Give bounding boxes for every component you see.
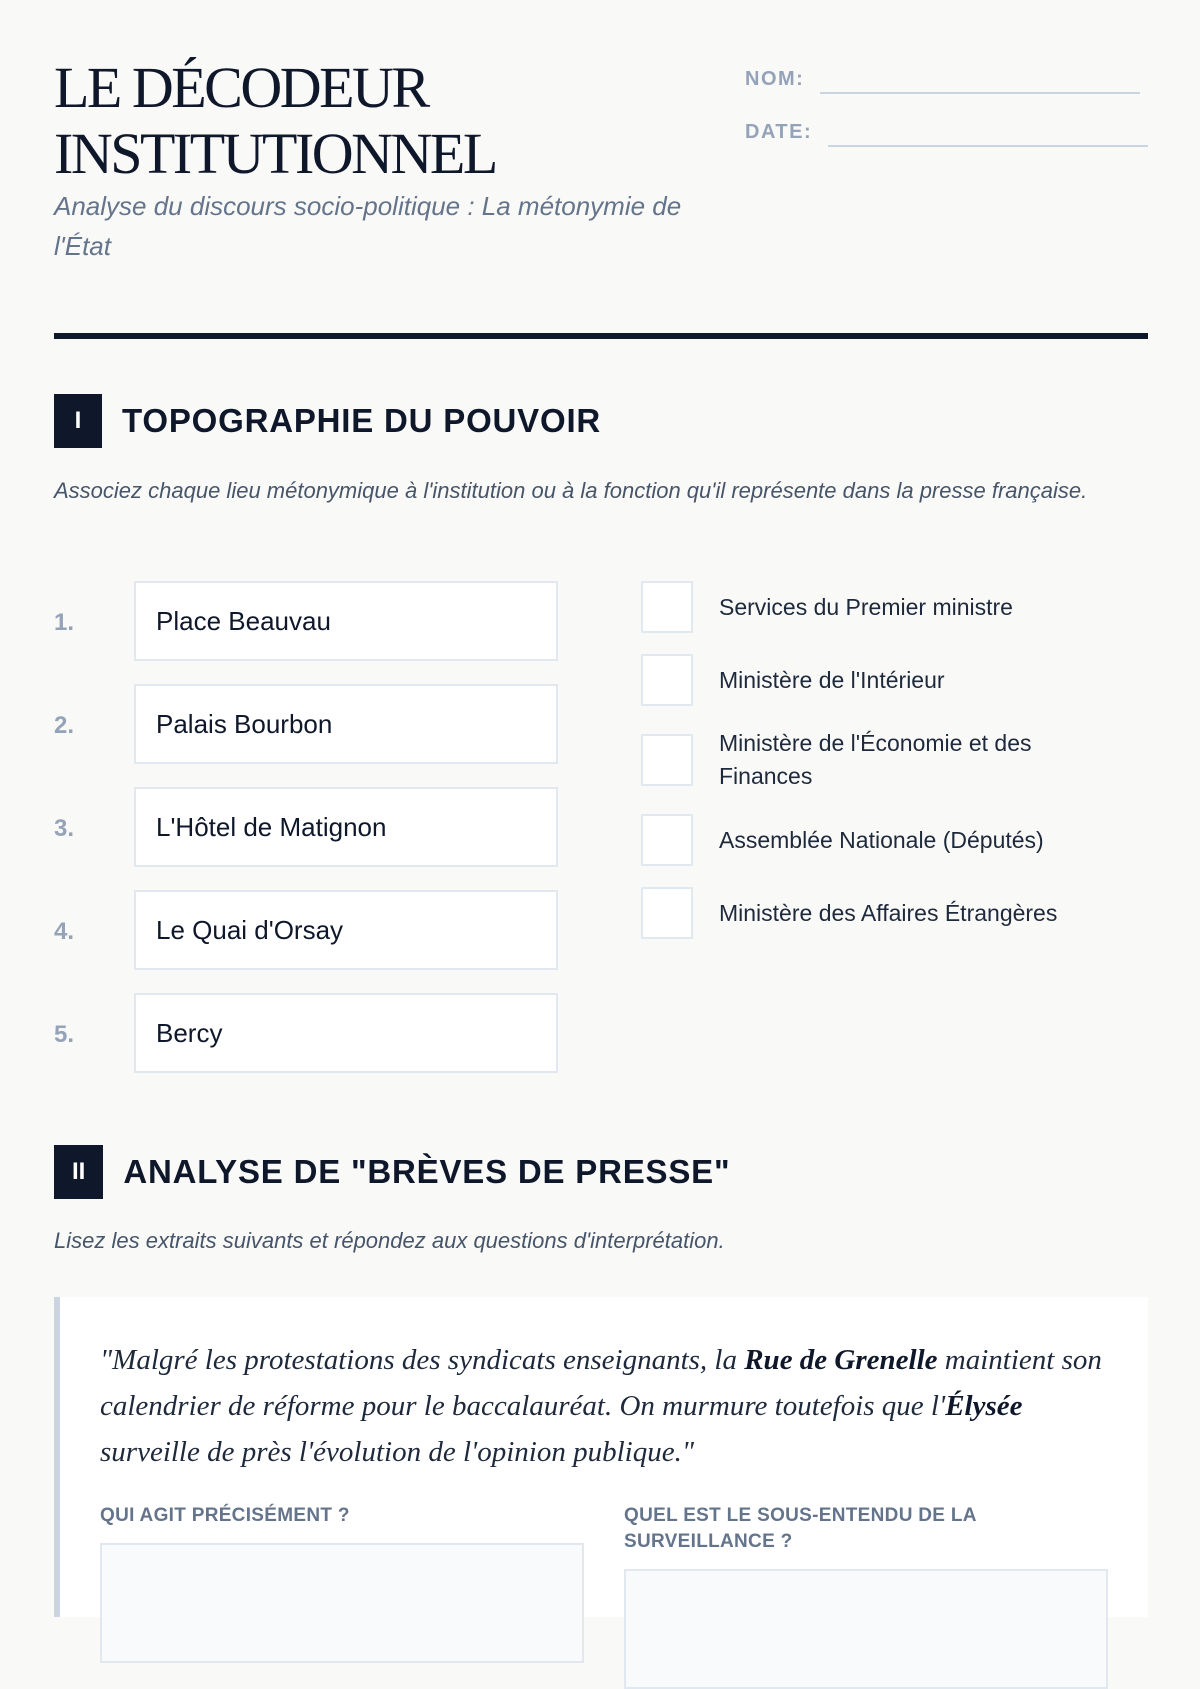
option-label: Assemblée Nationale (Députés) (719, 826, 1044, 853)
option-label: Ministère des Affaires Étrangères (719, 899, 1058, 926)
section-2-title: ANALYSE DE "BRÈVES DE PRESSE" (123, 1153, 731, 1190)
section-2-instructions: Lisez les extraits suivants et répondez aux questions d'interprétation. (54, 1228, 725, 1253)
place-name: Palais Bourbon (134, 684, 558, 764)
question-2-label: QUEL EST LE SOUS-ENTENDU DE LA SURVEILLANCE ? (624, 1505, 977, 1552)
section-1-numeral: I (54, 394, 102, 448)
place-name: Place Beauvau (134, 581, 558, 661)
quote-text: maintient son calendrier de réforme pour le baccalauréat. On murmure toutefois que l' (100, 1344, 1102, 1422)
option-label: Ministère de l'Économie et des Finances (719, 730, 1032, 789)
nom-label: NOM: (745, 68, 805, 90)
title-line-1: LE DÉCODEUR (54, 55, 428, 120)
option-answer-box[interactable] (641, 581, 693, 633)
place-number: 2. (54, 712, 75, 739)
quote-text: "Malgré les protestations des syndicats enseignants, la (100, 1344, 745, 1376)
quote-highlight: Élysée (945, 1390, 1023, 1422)
page-title (54, 55, 714, 187)
quote-highlight: Rue de Grenelle (744, 1344, 938, 1376)
place-name: Le Quai d'Orsay (134, 890, 558, 970)
page-subtitle: Analyse du discours socio-politique : La métonymie de l'État (54, 191, 682, 261)
question-1-answer-field[interactable] (100, 1543, 584, 1663)
quote-text: surveille de près l'évolution de l'opinion publique." (100, 1436, 695, 1468)
section-1-heading (54, 394, 601, 448)
option-row (641, 887, 1099, 939)
press-quote (100, 1337, 1110, 1475)
place-row (54, 581, 560, 665)
option-answer-box[interactable] (641, 814, 693, 866)
place-row (54, 684, 560, 768)
place-row (54, 993, 560, 1077)
place-row (54, 890, 560, 974)
place-number: 3. (54, 815, 75, 842)
date-input-line[interactable] (828, 111, 1148, 147)
press-excerpt-card (54, 1297, 1148, 1617)
place-number: 5. (54, 1021, 75, 1048)
section-2-heading (54, 1145, 730, 1199)
question-1-label: QUI AGIT PRÉCISÉMENT ? (100, 1505, 350, 1526)
option-label: Services du Premier ministre (719, 593, 1013, 620)
option-row (641, 727, 1099, 793)
option-answer-box[interactable] (641, 654, 693, 706)
option-answer-box[interactable] (641, 887, 693, 939)
date-field-row (745, 111, 1148, 147)
place-name: L'Hôtel de Matignon (134, 787, 558, 867)
place-number: 4. (54, 918, 75, 945)
section-1-title: TOPOGRAPHIE DU POUVOIR (122, 402, 602, 439)
option-label: Ministère de l'Intérieur (719, 666, 945, 693)
header-divider (54, 333, 1148, 339)
place-row (54, 787, 560, 871)
date-label: DATE: (745, 121, 813, 143)
section-2-numeral: II (54, 1145, 103, 1199)
title-line-2: INSTITUTIONNEL (54, 121, 496, 186)
option-row (641, 581, 1099, 633)
nom-input-line[interactable] (820, 58, 1140, 94)
question-2-answer-field[interactable] (624, 1569, 1108, 1689)
worksheet-page (54, 0, 1148, 1600)
nom-field-row (745, 58, 1140, 94)
place-name: Bercy (134, 993, 558, 1073)
option-row (641, 814, 1099, 866)
section-1-instructions: Associez chaque lieu métonymique à l'institution ou à la fonction qu'il représente dans la presse française. (54, 478, 1088, 503)
option-row (641, 654, 1099, 706)
option-answer-box[interactable] (641, 734, 693, 786)
place-number: 1. (54, 609, 75, 636)
